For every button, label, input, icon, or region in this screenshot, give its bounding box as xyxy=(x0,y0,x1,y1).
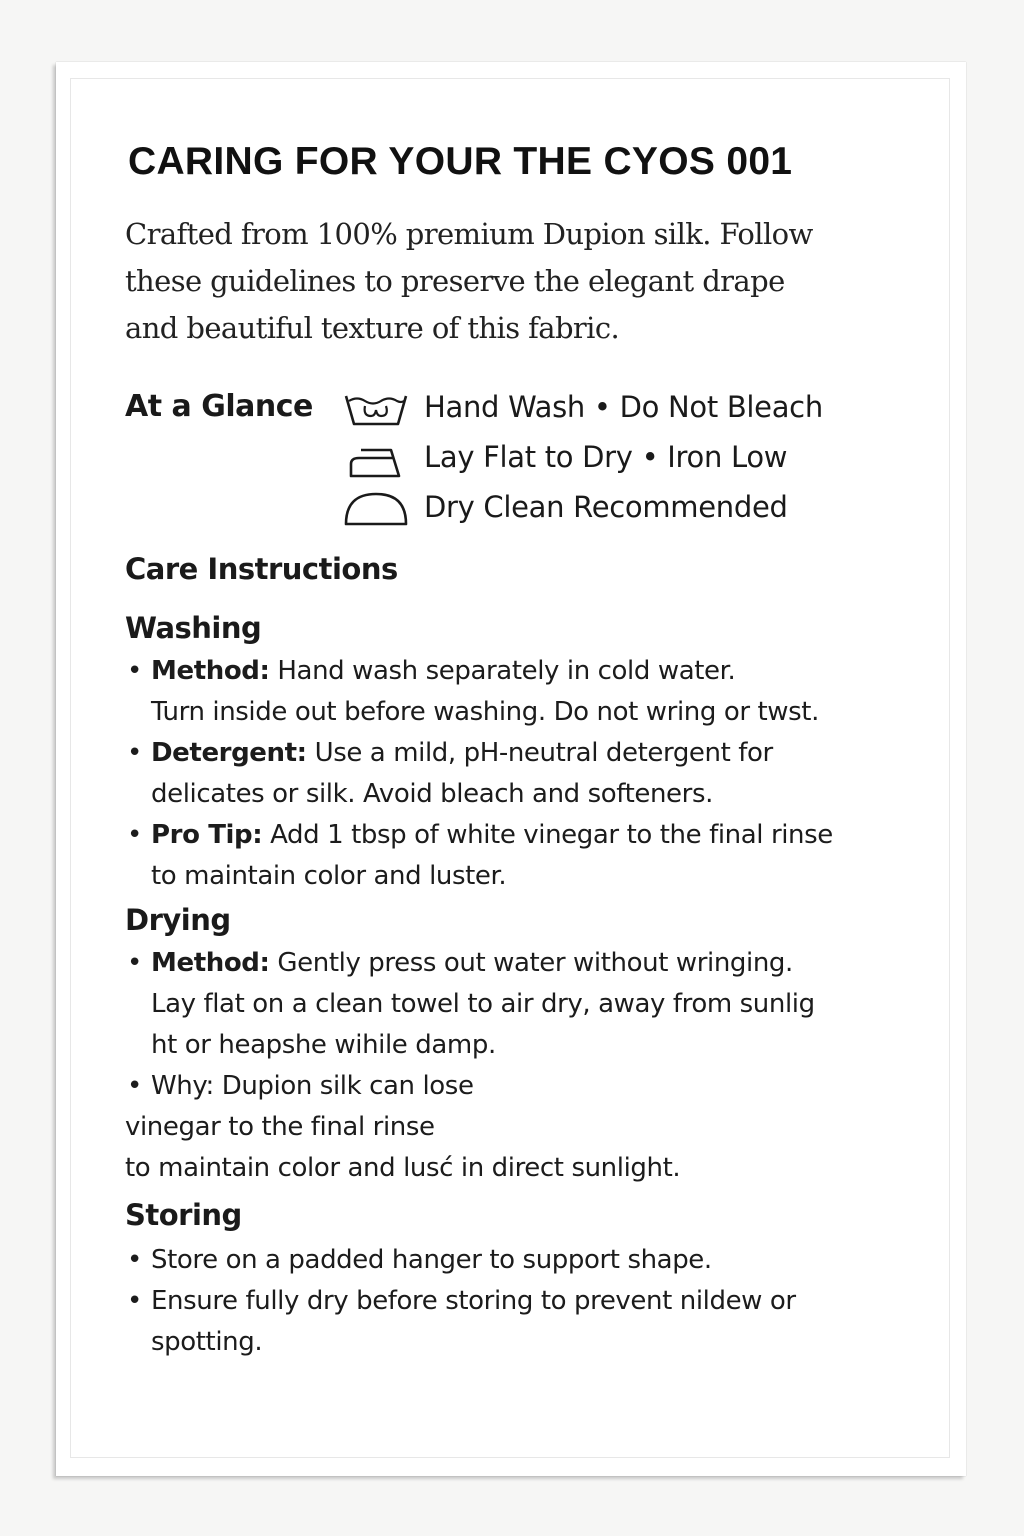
glance-text: Lay Flat to Dry • Iron Low xyxy=(424,440,788,474)
bullet: • xyxy=(127,948,142,978)
item-text: Store on a padded hanger to support shape. xyxy=(151,1245,712,1275)
bullet: • xyxy=(127,820,142,850)
list-item xyxy=(125,815,925,897)
list-item xyxy=(125,651,925,733)
at-a-glance-label: At a Glance xyxy=(125,389,313,424)
bullet: • xyxy=(127,1286,142,1316)
item-text: Add 1 tbsp of white vinegar to the final rinse xyxy=(270,820,833,850)
list-item xyxy=(125,1240,925,1281)
drying-list xyxy=(125,943,925,1189)
item-text: Gently press out water without wringing. xyxy=(277,948,793,978)
care-card xyxy=(56,62,966,1476)
page-title: CARING FOR YOUR THE CYOS 001 xyxy=(128,140,793,183)
item-label: Pro Tip: xyxy=(151,820,263,850)
item-label: Detergent: xyxy=(151,738,307,768)
hand-wash-tub-icon xyxy=(343,390,409,430)
drying-heading: Drying xyxy=(125,903,231,937)
item-text: Hand wash separately in cold water. xyxy=(277,656,736,686)
item-text: Ensure fully dry before storing to prevent nildew or xyxy=(151,1286,796,1316)
dry-clean-dome-icon xyxy=(343,490,409,530)
item-label: Method: xyxy=(151,948,270,978)
item-label: Method: xyxy=(151,656,270,686)
item-text: Lay flat on a clean towel to air dry, away from sunlig xyxy=(151,989,815,1019)
list-item xyxy=(125,733,925,815)
storing-heading: Storing xyxy=(125,1198,242,1232)
item-text: Use a mild, pH-neutral detergent for xyxy=(314,738,773,768)
bullet: • xyxy=(127,738,142,768)
item-text: vinegar to the final rinse xyxy=(125,1112,435,1142)
list-item xyxy=(125,1281,925,1363)
intro-line: these guidelines to preserve the elegant drape xyxy=(125,264,785,298)
item-text: to maintain color and luster. xyxy=(151,861,507,891)
list-item xyxy=(125,943,925,1066)
item-text: Turn inside out before washing. Do not wring or twst. xyxy=(151,697,819,727)
iron-icon xyxy=(343,440,409,480)
intro-paragraph xyxy=(125,211,925,352)
storing-list xyxy=(125,1240,925,1363)
card-content xyxy=(125,142,925,1363)
washing-heading: Washing xyxy=(125,611,262,645)
at-a-glance-section xyxy=(125,390,925,525)
item-text: delicates or silk. Avoid bleach and softeners. xyxy=(151,779,713,809)
intro-line: Crafted from 100% premium Dupion silk. Follow xyxy=(125,217,813,251)
item-text: ht or heapshe wihile damp. xyxy=(151,1030,496,1060)
bullet: • xyxy=(127,1071,142,1101)
item-text: Dupion silk can lose xyxy=(221,1071,474,1101)
glance-text: Hand Wash • Do Not Bleach xyxy=(424,390,823,424)
glance-text: Dry Clean Recommended xyxy=(424,490,788,524)
item-text: to maintain color and lusć in direct sunlight. xyxy=(125,1153,681,1183)
bullet: • xyxy=(127,1245,142,1275)
intro-line: and beautiful texture of this fabric. xyxy=(125,311,620,345)
bullet: • xyxy=(127,656,142,686)
item-label: Why: xyxy=(151,1071,214,1101)
item-text: spotting. xyxy=(151,1327,263,1357)
care-instructions-heading: Care Instructions xyxy=(125,552,398,586)
list-item xyxy=(125,1066,925,1189)
washing-list xyxy=(125,651,925,897)
